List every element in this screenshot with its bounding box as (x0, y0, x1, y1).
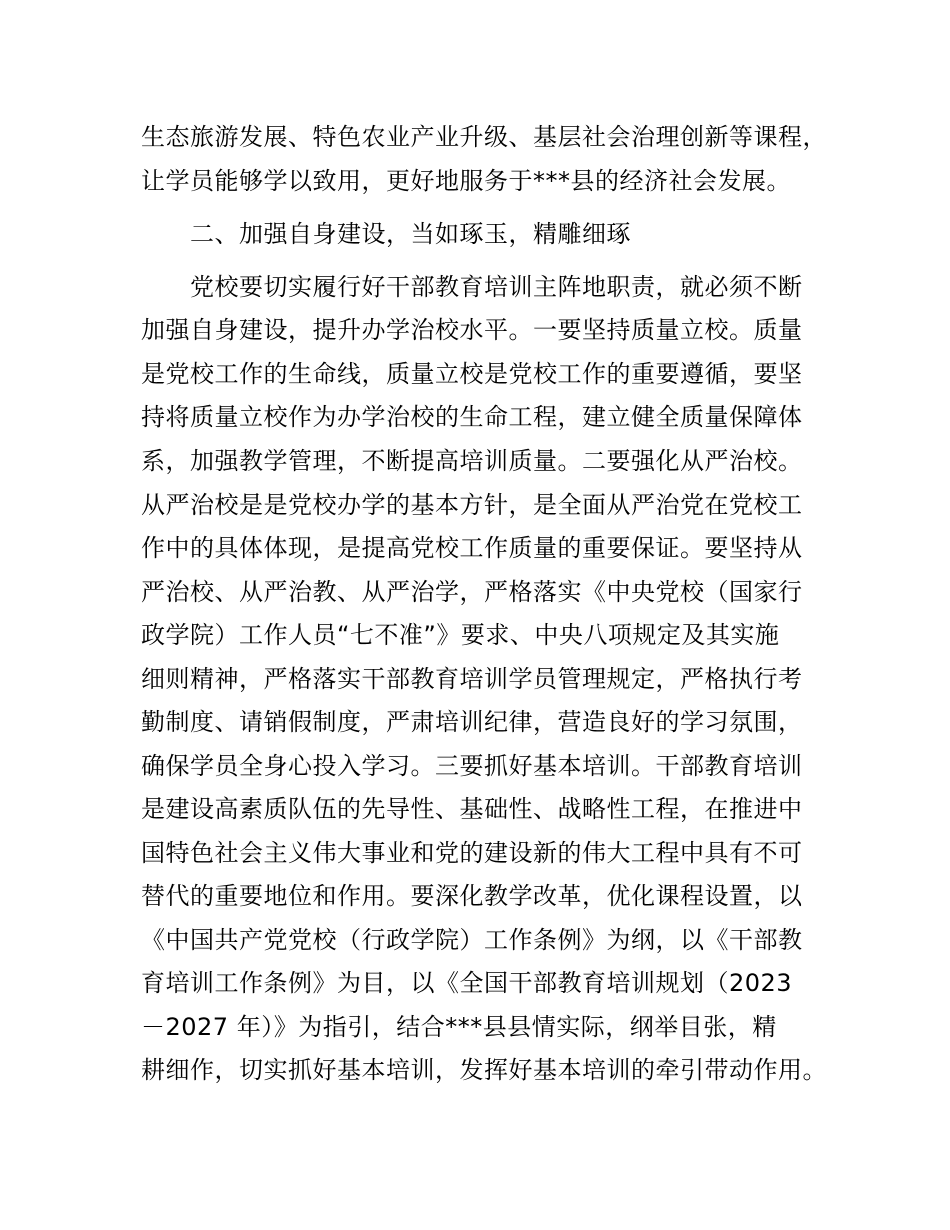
text-line: 从严治校是是党校办学的基本方针，是全面从严治党在党校工 (141, 491, 803, 519)
text-line: 细则精神，严格落实干部教育培训学员管理规定，严格执行考 (141, 665, 803, 693)
text-line: 勤制度、请销假制度，严肃培训纪律，营造良好的学习氛围， (141, 708, 803, 736)
text-line: 确保学员全身心投入学习。三要抓好基本培训。干部教育培训 (141, 752, 803, 780)
text-line: 替代的重要地位和作用。要深化教学改革，优化课程设置，以 (141, 882, 803, 910)
text-line: 是建设高素质队伍的先导性、基础性、战略性工程，在推进中 (141, 795, 803, 823)
text-line: 是党校工作的生命线，质量立校是党校工作的重要遵循，要坚 (141, 360, 803, 388)
text-line: 党校要切实履行好干部教育培训主阵地职责，就必须不断 (190, 273, 803, 301)
text-line: 作中的具体体现，是提高党校工作质量的重要保证。要坚持从 (141, 534, 803, 562)
text-line: －2027 年）》为指引，结合***县县情实际，纲举目张，精 (141, 1013, 777, 1041)
text-line: 加强自身建设，提升办学治校水平。一要坚持质量立校。质量 (141, 316, 803, 344)
text-line: 生态旅游发展、特色农业产业升级、基层社会治理创新等课程， (141, 123, 827, 151)
text-line: 严治校、从严治教、从严治学，严格落实《中央党校（国家行 (141, 578, 803, 606)
text-line: 育培训工作条例》为目，以《全国干部教育培训规划（2023 (141, 969, 793, 997)
text-line: 耕细作，切实抓好基本培训，发挥好基本培训的牵引带动作用。 (141, 1056, 827, 1084)
text-line: 持将质量立校作为办学治校的生命工程，建立健全质量保障体 (141, 403, 803, 431)
text-line: 《中国共产党党校（行政学院）工作条例》为纲，以《干部教 (141, 926, 803, 954)
text-line: 让学员能够学以致用，更好地服务于***县的经济社会发展。 (141, 167, 791, 195)
text-line: 政学院）工作人员“七不准”》要求、中央八项规定及其实施 (141, 621, 780, 649)
text-line: 系，加强教学管理，不断提高培训质量。二要强化从严治校。 (141, 447, 803, 475)
text-line: 国特色社会主义伟大事业和党的建设新的伟大工程中具有不可 (141, 839, 803, 867)
section-heading: 二、加强自身建设，当如琢玉，精雕细琢 (190, 220, 631, 248)
